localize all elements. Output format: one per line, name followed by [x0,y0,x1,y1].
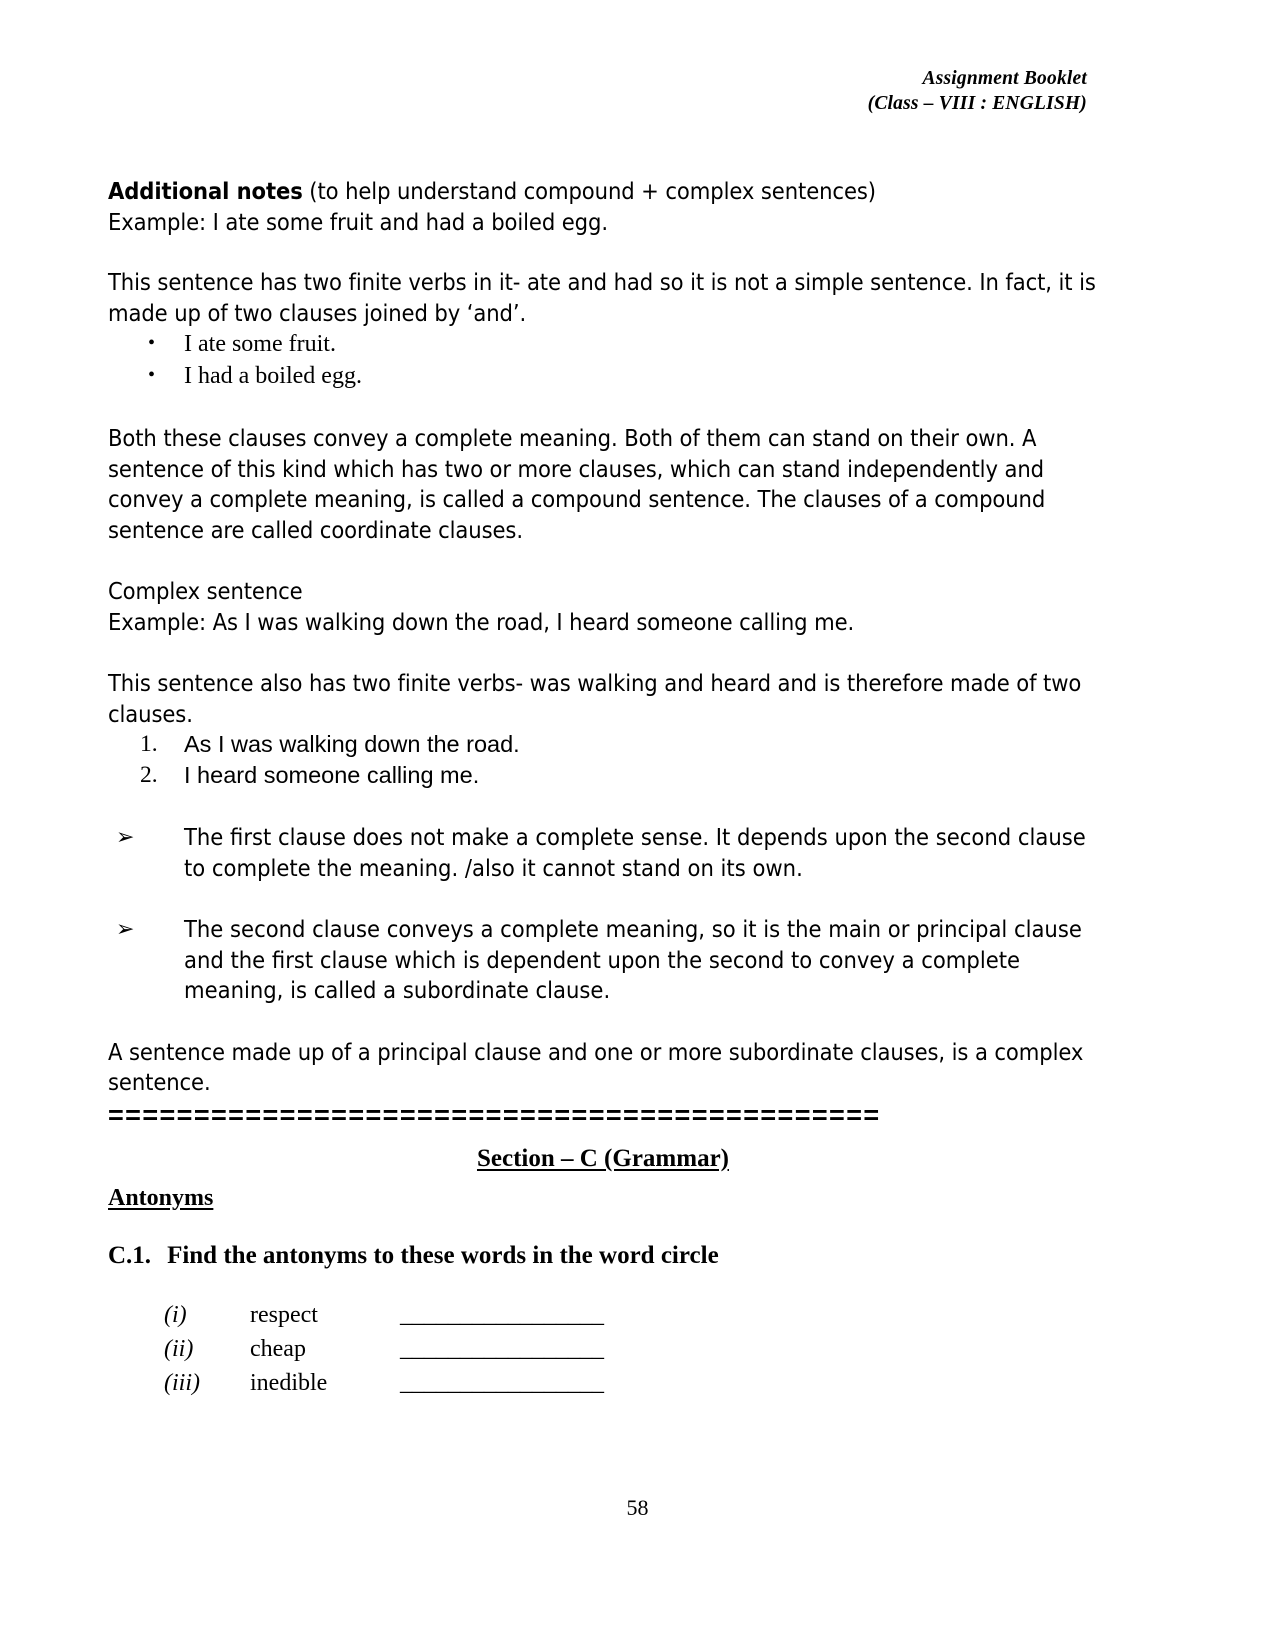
table-row [158,1366,604,1400]
list-item-text: I had a boiled egg. [184,363,362,389]
additional-notes-paragraph [108,176,1098,207]
arrow-list-item-text: The first clause does not make a complete sense. It depends upon the second clause to complete the meaning. /also it cannot stand on its own. [184,823,1086,882]
document-body [108,176,1098,1400]
list-item [108,729,1098,760]
list-item [108,760,1098,791]
list-number: 2. [140,762,158,788]
spacer [108,637,1098,668]
item-marker: (ii) [164,1335,194,1362]
arrow-list-item [108,914,1098,1006]
example-line-1: Example: I ate some fruit and had a boiled egg. [108,207,608,236]
list-item-text: I heard someone calling me. [184,762,480,788]
answer-blank-field[interactable]: _________________ [400,1301,604,1328]
item-word: inedible [250,1369,328,1396]
list-number: 1. [140,731,158,757]
page-header [868,66,1087,116]
antonyms-heading [108,1182,1098,1214]
spacer [108,883,1098,914]
equals-divider: ============================================= [108,1099,881,1130]
complex-clause-numbered-list [108,729,1098,791]
bullet-dot-icon: • [148,364,156,386]
item-word: respect [250,1301,318,1328]
answer-blank-field[interactable]: _________________ [400,1369,604,1396]
item-marker: (iii) [164,1369,200,1396]
question-heading [108,1240,1098,1272]
paragraph-4: A sentence made up of a principal clause and one or more subordinate clauses, is a complex sentence. [108,1037,1084,1096]
question-number: C.1. [108,1241,152,1269]
arrow-list-item [108,822,1098,883]
list-item-text: I ate some fruit. [184,331,336,357]
page-number: 58 [626,1495,649,1520]
header-title-line: Assignment Booklet [922,68,1087,89]
table-row [158,1298,604,1332]
complex-sentence-label: Complex sentence [108,577,303,605]
list-item [108,360,1098,392]
arrowhead-bullet-icon: ➢ [116,917,135,942]
antonyms-heading-text: Antonyms [108,1184,214,1211]
spacer [108,791,1098,822]
list-item [108,328,1098,360]
paragraph-2: Both these clauses convey a complete meaning. Both of them can stand on their own. A sentence of this kind which has two or more clauses, which can stand independently and convey a complete meaning, is called a compound sentence. The clauses of a compound sentence are called coordinate clauses. [108,424,1046,544]
table-row [158,1332,604,1366]
spacer [108,392,1098,423]
clause-bullet-list [108,328,1098,392]
item-word: cheap [250,1335,306,1362]
arrow-list-item-text: The second clause conveys a complete meaning, so it is the main or principal clause and the first clause which is dependent upon the second to convey a complete meaning, is called a subordinate clause. [184,915,1082,1004]
additional-notes-label: Additional notes [108,177,303,205]
additional-notes-rest: (to help understand compound + complex sentences) [302,177,876,205]
section-heading [108,1142,1098,1176]
spacer [108,1006,1098,1037]
bullet-dot-icon: • [148,332,156,354]
paragraph-1: This sentence has two finite verbs in it- ate and had so it is not a simple sentence. In fact, it is made up of two clauses joined by ‘and’. [108,268,1096,327]
question-text: Find the antonyms to these words in the word circle [167,1241,719,1269]
example-line-2: Example: As I was walking down the road, I heard someone calling me. [108,607,855,636]
spacer [108,545,1098,576]
answer-blank-field[interactable]: _________________ [400,1335,604,1362]
paragraph-3: This sentence also has two finite verbs- was walking and heard and is therefore made of two clauses. [108,669,1082,728]
list-item-text: As I was walking down the road. [184,731,520,757]
item-marker: (i) [164,1301,187,1328]
header-subtitle-line: (Class – VIII : ENGLISH) [867,93,1087,114]
spacer [108,237,1098,267]
antonym-answer-table [158,1298,604,1400]
arrowhead-bullet-icon: ➢ [116,825,135,850]
section-heading-text: Section – C (Grammar) [476,1144,729,1172]
